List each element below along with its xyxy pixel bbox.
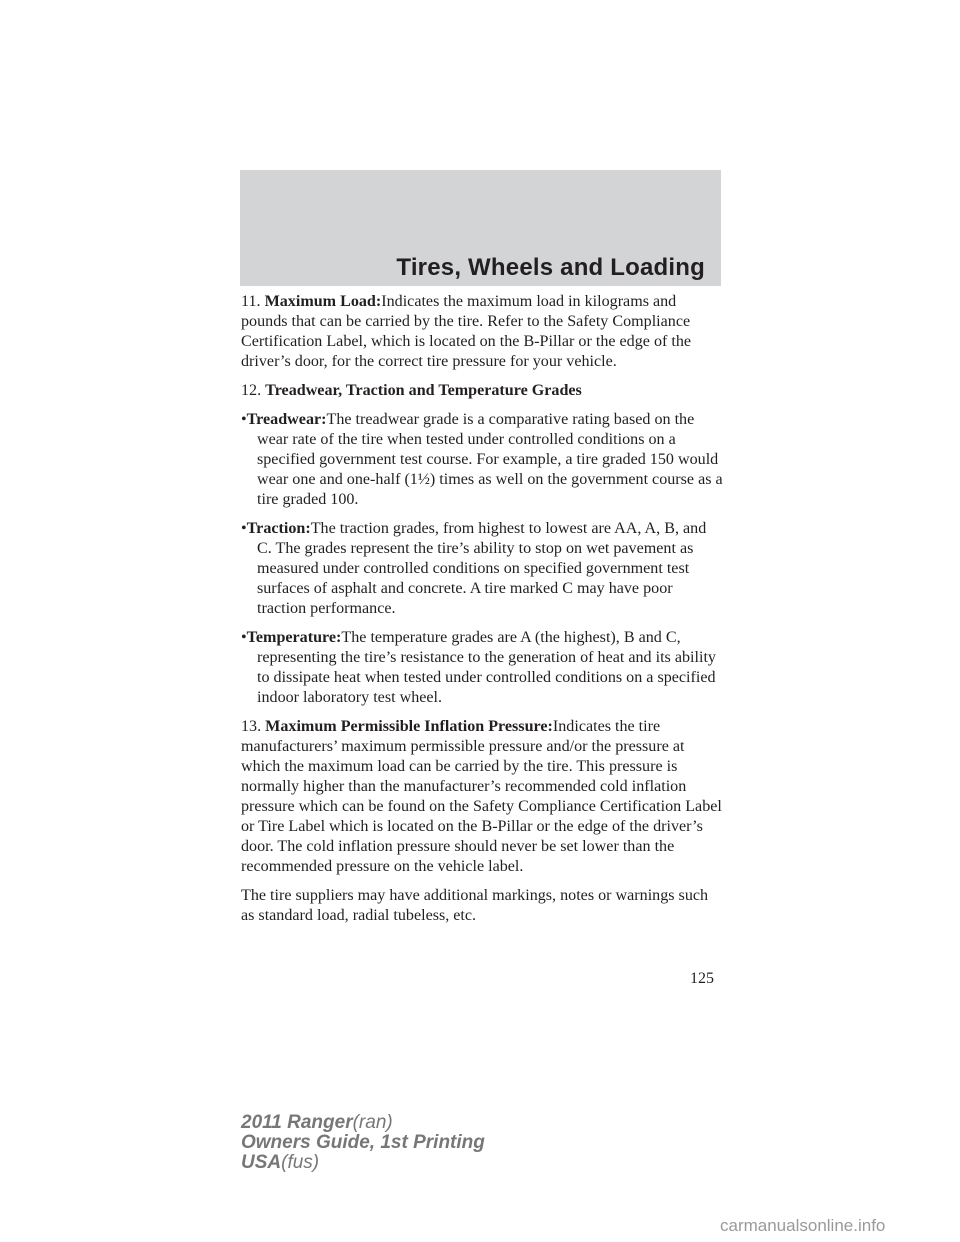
page-number: 125 <box>690 970 714 987</box>
bullet-marker: • <box>241 411 247 428</box>
page-content <box>241 292 723 935</box>
section-header-band <box>240 170 721 286</box>
footer-line-1 <box>241 1113 485 1133</box>
footer-market-code: (fus) <box>281 1152 320 1173</box>
bullet-temperature <box>241 628 723 708</box>
item-text: Indicates the tire manufacturers’ maximum permissible pressure and/or the pressure at which the maximum load can be carried by the tire. This pressure is normally higher than the manufacturer’s recommended cold inflation pressure which can be found on the Safety Compliance Certification Label or Tire Label which is located on the B-Pillar or the edge of the driver’s door. The cold inflation pressure should never be set lower than the recommended pressure on the vehicle label. <box>241 718 722 875</box>
item-label: Treadwear, Traction and Temperature Grades <box>265 382 582 399</box>
bullet-text: The traction grades, from highest to lowest are AA, A, B, and C. The grades represent the tire’s ability to stop on wet pavement as measured under controlled conditions on specified government test surfaces of asphalt and concrete. A tire marked C may have poor traction performance. <box>257 520 707 617</box>
item-number: 12. <box>241 382 262 399</box>
bullet-label: Traction: <box>246 520 311 537</box>
bullet-marker: • <box>241 520 247 537</box>
item-maximum-load <box>241 292 723 372</box>
bullet-treadwear <box>241 410 723 510</box>
bullet-marker: • <box>241 629 247 646</box>
item-text: Indicates the maximum load in kilograms and pounds that can be carried by the tire. Refer to the Safety Compliance Certification Label, which is located on the B-Pillar or the edge of the driver’s door, for the correct tire pressure for your vehicle. <box>241 293 692 370</box>
bullet-text: The treadwear grade is a comparative rating based on the wear rate of the tire when tested under controlled conditions on a specified government test course. For example, a tire graded 150 would wear one and one-half (1½) times as well on the government course as a tire graded 100. <box>257 411 723 508</box>
footer-model: 2011 Ranger <box>241 1112 353 1133</box>
closing-paragraph: The tire suppliers may have additional markings, notes or warnings such as standard load, radial tubeless, etc. <box>241 887 709 924</box>
item-number: 11. <box>241 293 261 310</box>
bullet-label: Treadwear: <box>246 411 327 428</box>
footer-market: USA <box>241 1152 282 1173</box>
section-title: Tires, Wheels and Loading <box>396 254 705 281</box>
bullet-traction <box>241 519 723 619</box>
watermark: carmanualsonline.info <box>720 1216 886 1235</box>
bullet-text: The temperature grades are A (the highest), B and C, representing the tire’s resistance to the generation of heat and its ability to dissipate heat when tested under controlled conditions on a specified indoor laboratory test wheel. <box>257 629 716 706</box>
print-footer <box>241 1113 485 1173</box>
footer-line-2: Owners Guide, 1st Printing <box>241 1132 485 1153</box>
item-inflation-pressure <box>241 717 723 877</box>
item-label: Maximum Load: <box>264 293 382 310</box>
item-number: 13. <box>241 718 262 735</box>
item-grades-heading <box>241 381 723 401</box>
footer-line-3 <box>241 1153 485 1173</box>
bullet-label: Temperature: <box>246 629 342 646</box>
footer-model-code: (ran) <box>352 1112 393 1133</box>
item-label: Maximum Permissible Inflation Pressure: <box>265 718 553 735</box>
